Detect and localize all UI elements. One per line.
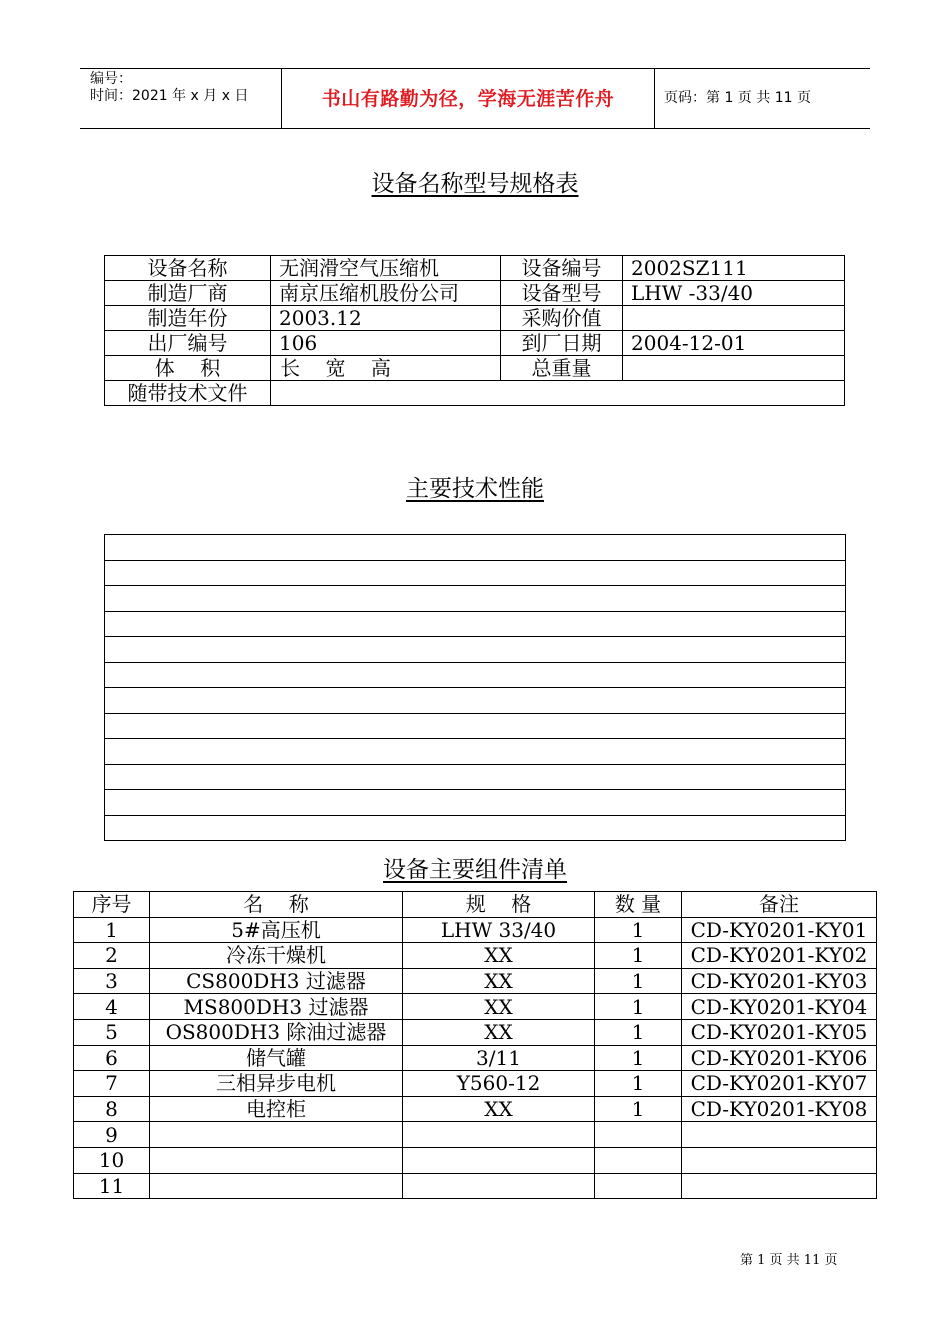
component-spec <box>403 1173 595 1199</box>
component-qty <box>595 1173 682 1199</box>
spec-row <box>105 306 845 331</box>
component-row <box>74 1147 877 1173</box>
header-spec: 规 格 <box>403 892 595 918</box>
docs-label: 随带技术文件 <box>105 381 271 406</box>
header-top-rule <box>80 68 870 69</box>
spec-value <box>623 306 845 331</box>
component-name: 储气罐 <box>150 1045 403 1071</box>
spec-value: 2003.12 <box>271 306 501 331</box>
component-row <box>74 1122 877 1148</box>
component-no: 6 <box>74 1045 150 1071</box>
component-name: 冷冻干燥机 <box>150 943 403 969</box>
spec-value: 2004-12-01 <box>623 331 845 356</box>
time-label: 时间：2021 年 x 月 x 日 <box>90 88 249 104</box>
spec-row <box>105 331 845 356</box>
spec-title: 设备名称型号规格表 <box>371 171 579 197</box>
spec-label: 设备名称 <box>105 256 271 281</box>
spec-table <box>104 255 845 406</box>
components-title: 设备主要组件清单 <box>383 857 567 883</box>
component-row <box>74 1173 877 1199</box>
components-header-row <box>74 892 877 918</box>
performance-cell <box>105 637 846 663</box>
component-remark: CD-KY0201-KY01 <box>682 917 877 943</box>
performance-table <box>104 534 846 841</box>
component-no: 2 <box>74 943 150 969</box>
component-row <box>74 994 877 1020</box>
performance-row <box>105 815 846 841</box>
component-name: OS800DH3 除油过滤器 <box>150 1019 403 1045</box>
component-qty: 1 <box>595 968 682 994</box>
spec-label: 制造年份 <box>105 306 271 331</box>
performance-row <box>105 637 846 663</box>
spec-label: 到厂日期 <box>501 331 623 356</box>
performance-cell <box>105 790 846 816</box>
header-page-info: 页码：第 1 页 共 11 页 <box>664 90 811 106</box>
spec-value: 无润滑空气压缩机 <box>271 256 501 281</box>
component-row <box>74 1096 877 1122</box>
component-no: 8 <box>74 1096 150 1122</box>
component-row <box>74 943 877 969</box>
spec-label: 体 积 <box>105 356 271 381</box>
component-qty: 1 <box>595 1019 682 1045</box>
performance-row <box>105 688 846 714</box>
header-bottom-rule <box>80 128 870 129</box>
serial-label: 编号： <box>90 71 132 87</box>
component-qty: 1 <box>595 1096 682 1122</box>
component-remark: CD-KY0201-KY06 <box>682 1045 877 1071</box>
component-remark <box>682 1173 877 1199</box>
footer-page-info: 第 1 页 共 11 页 <box>740 1253 838 1268</box>
component-name: 三相异步电机 <box>150 1071 403 1097</box>
performance-cell <box>105 815 846 841</box>
component-row <box>74 917 877 943</box>
component-qty: 1 <box>595 994 682 1020</box>
component-no: 1 <box>74 917 150 943</box>
performance-cell <box>105 688 846 714</box>
spec-value: 长 宽 高 <box>271 356 501 381</box>
component-no: 4 <box>74 994 150 1020</box>
performance-cell <box>105 560 846 586</box>
performance-row <box>105 535 846 561</box>
performance-cell <box>105 713 846 739</box>
header-remark: 备注 <box>682 892 877 918</box>
performance-row <box>105 662 846 688</box>
spec-docs-row <box>105 381 845 406</box>
component-no: 9 <box>74 1122 150 1148</box>
performance-cell <box>105 611 846 637</box>
spec-label: 设备型号 <box>501 281 623 306</box>
component-no: 10 <box>74 1147 150 1173</box>
spec-value: 南京压缩机股份公司 <box>271 281 501 306</box>
component-name <box>150 1173 403 1199</box>
motto: 书山有路勤为径，学海无涯苦作舟 <box>321 88 615 110</box>
component-spec <box>403 1147 595 1173</box>
spec-row <box>105 356 845 381</box>
component-qty: 1 <box>595 1071 682 1097</box>
component-remark: CD-KY0201-KY02 <box>682 943 877 969</box>
docs-value <box>271 381 845 406</box>
component-qty: 1 <box>595 1045 682 1071</box>
component-row <box>74 1045 877 1071</box>
component-no: 11 <box>74 1173 150 1199</box>
component-spec <box>403 1122 595 1148</box>
component-remark <box>682 1122 877 1148</box>
component-name: 5#高压机 <box>150 917 403 943</box>
performance-row <box>105 790 846 816</box>
component-remark: CD-KY0201-KY03 <box>682 968 877 994</box>
component-remark: CD-KY0201-KY08 <box>682 1096 877 1122</box>
component-spec: LHW 33/40 <box>403 917 595 943</box>
spec-value <box>623 356 845 381</box>
spec-label: 制造厂商 <box>105 281 271 306</box>
component-name <box>150 1122 403 1148</box>
performance-row <box>105 611 846 637</box>
component-remark <box>682 1147 877 1173</box>
performance-cell <box>105 739 846 765</box>
spec-row <box>105 281 845 306</box>
component-spec: 3/11 <box>403 1045 595 1071</box>
component-remark: CD-KY0201-KY07 <box>682 1071 877 1097</box>
spec-value: LHW -33/40 <box>623 281 845 306</box>
header-qty: 数 量 <box>595 892 682 918</box>
header-divider-right <box>654 68 655 129</box>
performance-row <box>105 764 846 790</box>
performance-row <box>105 560 846 586</box>
component-remark: CD-KY0201-KY05 <box>682 1019 877 1045</box>
component-spec: Y560-12 <box>403 1071 595 1097</box>
component-no: 3 <box>74 968 150 994</box>
performance-title: 主要技术性能 <box>406 476 544 502</box>
component-qty <box>595 1147 682 1173</box>
component-row <box>74 968 877 994</box>
component-remark: CD-KY0201-KY04 <box>682 994 877 1020</box>
spec-label: 设备编号 <box>501 256 623 281</box>
performance-cell <box>105 535 846 561</box>
component-spec: XX <box>403 1019 595 1045</box>
component-row <box>74 1071 877 1097</box>
performance-cell <box>105 586 846 612</box>
spec-label: 出厂编号 <box>105 331 271 356</box>
component-spec: XX <box>403 994 595 1020</box>
component-spec: XX <box>403 943 595 969</box>
component-row <box>74 1019 877 1045</box>
component-name: MS800DH3 过滤器 <box>150 994 403 1020</box>
component-name: CS800DH3 过滤器 <box>150 968 403 994</box>
header-no: 序号 <box>74 892 150 918</box>
component-name <box>150 1147 403 1173</box>
header-name: 名 称 <box>150 892 403 918</box>
component-no: 5 <box>74 1019 150 1045</box>
component-qty: 1 <box>595 943 682 969</box>
spec-label: 采购价值 <box>501 306 623 331</box>
spec-value: 2002SZ111 <box>623 256 845 281</box>
performance-cell <box>105 764 846 790</box>
performance-cell <box>105 662 846 688</box>
component-no: 7 <box>74 1071 150 1097</box>
component-qty: 1 <box>595 917 682 943</box>
spec-label: 总重量 <box>501 356 623 381</box>
component-name: 电控柜 <box>150 1096 403 1122</box>
component-qty <box>595 1122 682 1148</box>
component-spec: XX <box>403 1096 595 1122</box>
component-spec: XX <box>403 968 595 994</box>
components-table <box>73 891 877 1199</box>
spec-row <box>105 256 845 281</box>
performance-row <box>105 586 846 612</box>
spec-value: 106 <box>271 331 501 356</box>
performance-row <box>105 739 846 765</box>
performance-row <box>105 713 846 739</box>
